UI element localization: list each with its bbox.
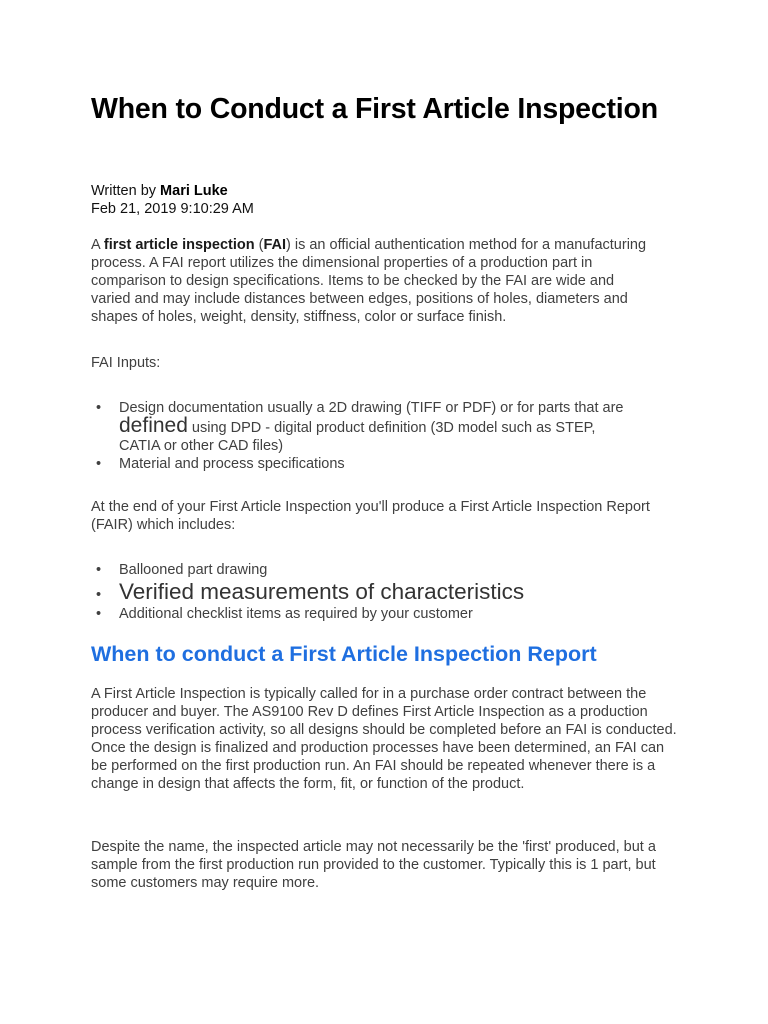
intro-paragraph — [91, 236, 651, 326]
author-name: Mari Luke — [160, 183, 228, 199]
bullet-glyph: • — [96, 606, 102, 622]
intro-prefix: A — [91, 237, 104, 253]
fai-inputs-list — [91, 399, 651, 473]
bullet-glyph: • — [96, 562, 102, 578]
list-item — [91, 455, 651, 473]
list-item — [91, 579, 651, 605]
list-item — [91, 561, 651, 579]
page-title: When to Conduct a First Article Inspection — [91, 93, 658, 125]
fair-items-list — [91, 561, 651, 623]
intro-open-paren: ( — [254, 237, 264, 253]
intro-term: first article inspection — [103, 237, 255, 253]
input-item-text-a: Design documentation usually a 2D drawing (TIFF or PDF) or for parts that are — [119, 400, 624, 416]
bullet-glyph: • — [96, 587, 102, 603]
written-by-label: Written by — [91, 183, 157, 199]
section-paragraph-2: Despite the name, the inspected article may not necessarily be the 'first' produced, but a sample from the first production run provided to the customer. Typically this is 1 part, but some customers may require more. — [91, 839, 656, 891]
publish-date: Feb 21, 2019 9:10:29 AM — [91, 201, 254, 217]
list-item — [91, 399, 624, 455]
section-paragraph-1: A First Article Inspection is typically called for in a purchase order contract between the producer and buyer. The AS9100 Rev D defines First Article Inspection as a production process verification activity, so all designs should be completed before an FAI is conducted. Once the design is finalized and production processes have been determined, an FAI can be performed on the first production run. An FAI should be repeated whenever there is a change in design that affects the form, fit, or function of the product. — [91, 686, 677, 792]
input-item-text: Material and process specifications — [119, 456, 345, 472]
intro-rest: ) is an official authentication method for a manufacturing process. A FAI report utilizes the dimensional properties of a production part in comparison to design specifications. Items to be checked by the FAI are wide and varied and may include distances between edges, positions of holes, diameters and shapes of holes, weight, density, stiffness, color or surface finish. — [91, 237, 647, 325]
input-item-big-word: defined — [119, 414, 188, 437]
fai-inputs-label: FAI Inputs: — [91, 355, 161, 371]
list-item — [91, 605, 651, 623]
byline — [91, 182, 254, 218]
intro-abbr: FAI — [263, 237, 287, 253]
fair-item-text: Ballooned part drawing — [119, 562, 268, 578]
input-item-text-b: using DPD - digital product definition (3D model such as STEP, CATIA or other CAD files) — [119, 420, 596, 454]
fair-item-text: Verified measurements of characteristics — [119, 579, 525, 604]
section-heading: When to conduct a First Article Inspection Report — [91, 642, 597, 666]
bullet-glyph: • — [96, 456, 102, 472]
bullet-glyph: • — [96, 400, 102, 416]
author-line — [91, 182, 254, 200]
fair-intro-paragraph: At the end of your First Article Inspection you'll produce a First Article Inspection Report (FAIR) which includes: — [91, 499, 650, 533]
fair-item-text: Additional checklist items as required by your customer — [119, 606, 473, 622]
